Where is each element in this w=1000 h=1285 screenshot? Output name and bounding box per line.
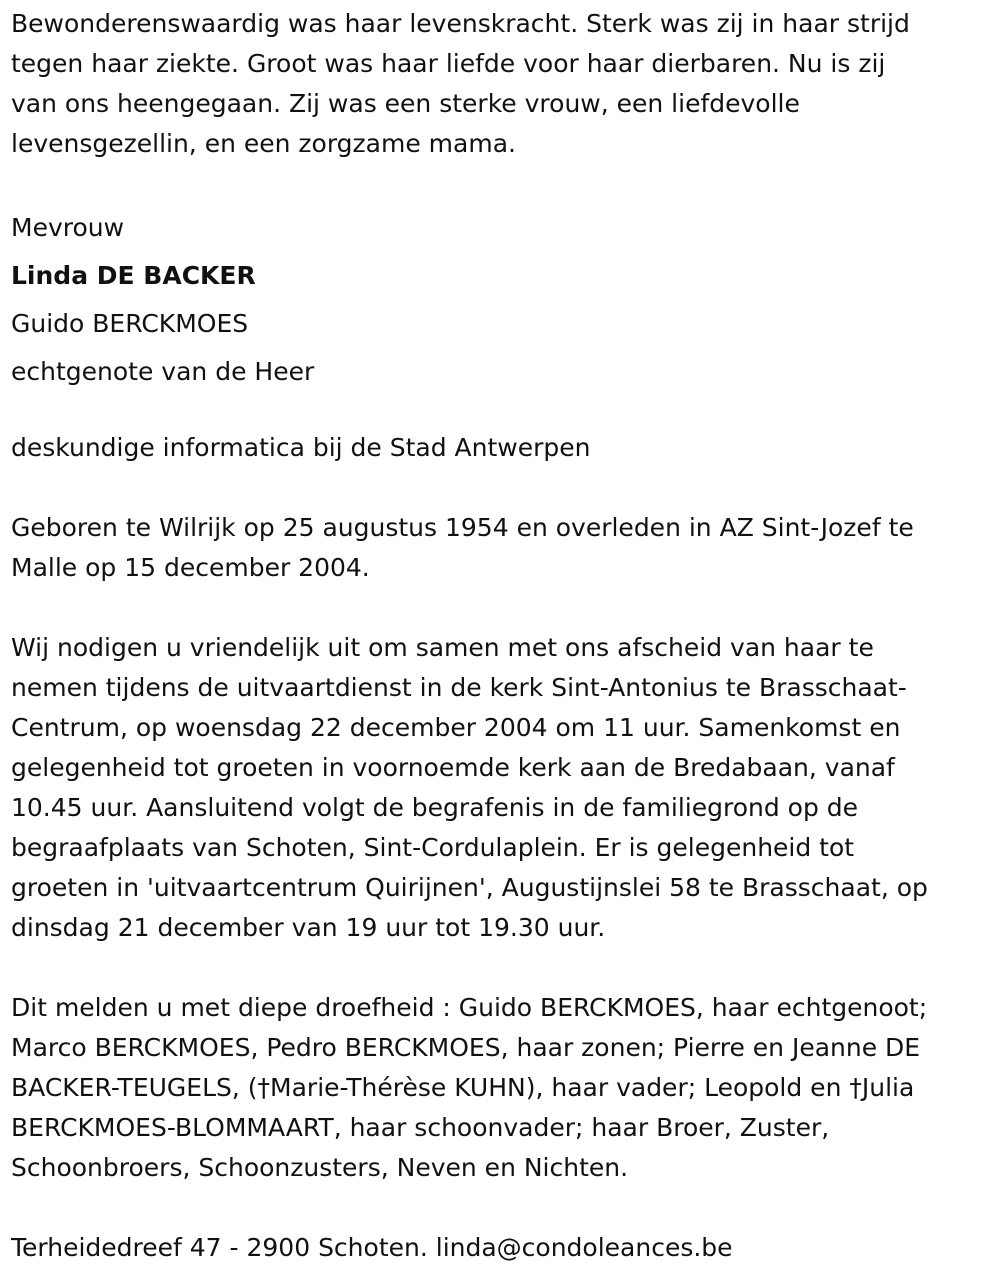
- spacer: [11, 1188, 989, 1228]
- intro-paragraph: [11, 4, 989, 164]
- spacer: [11, 396, 989, 428]
- relation-text: echtgenote van de Heer: [11, 357, 315, 386]
- spacer: [11, 588, 989, 628]
- invitation-line: dinsdag 21 december van 19 uur tot 19.30 uur.: [11, 913, 606, 942]
- birth-death-line: Geboren te Wilrijk op 25 augustus 1954 en overleden in AZ Sint-Jozef te: [11, 513, 914, 542]
- obituary-document: [11, 4, 989, 1268]
- mourners-paragraph: [11, 988, 989, 1188]
- intro-line: van ons heengegaan. Zij was een sterke vrouw, een liefdevolle: [11, 89, 800, 118]
- deceased-block: [11, 204, 989, 396]
- invitation-line: Centrum, op woensdag 22 december 2004 om 11 uur. Samenkomst en: [11, 713, 901, 742]
- intro-line: Bewonderenswaardig was haar levenskracht. Sterk was zij in haar strijd: [11, 9, 910, 38]
- invitation-line: 10.45 uur. Aansluitend volgt de begrafenis in de familiegrond op de: [11, 793, 859, 822]
- birth-death-line: Malle op 15 december 2004.: [11, 553, 370, 582]
- salutation: Mevrouw: [11, 213, 125, 242]
- birth-death-paragraph: [11, 508, 989, 588]
- invitation-line: groeten in 'uitvaartcentrum Quirijnen', Augustijnslei 58 te Brasschaat, op: [11, 873, 928, 902]
- mourners-line: BACKER-TEUGELS, (†Marie-Thérèse KUHN), haar vader; Leopold en †Julia: [11, 1073, 915, 1102]
- contact-paragraph: [11, 1228, 989, 1268]
- occupation-text: deskundige informatica bij de Stad Antwerpen: [11, 433, 591, 462]
- mourners-line: Marco BERCKMOES, Pedro BERCKMOES, haar zonen; Pierre en Jeanne DE: [11, 1033, 921, 1062]
- mourners-line: BERCKMOES-BLOMMAART, haar schoonvader; haar Broer, Zuster,: [11, 1113, 830, 1142]
- invitation-line: Wij nodigen u vriendelijk uit om samen met ons afscheid van haar te: [11, 633, 874, 662]
- intro-line: tegen haar ziekte. Groot was haar liefde voor haar dierbaren. Nu is zij: [11, 49, 886, 78]
- deceased-name: Linda DE BACKER: [11, 261, 256, 290]
- intro-line: levensgezellin, en een zorgzame mama.: [11, 129, 516, 158]
- invitation-line: begraafplaats van Schoten, Sint-Cordulaplein. Er is gelegenheid tot: [11, 833, 855, 862]
- spacer: [11, 948, 989, 988]
- spacer: [11, 164, 989, 204]
- invitation-line: gelegenheid tot groeten in voornoemde kerk aan de Bredabaan, vanaf: [11, 753, 895, 782]
- spacer: [11, 468, 989, 508]
- mourners-line: Schoonbroers, Schoonzusters, Neven en Nichten.: [11, 1153, 629, 1182]
- mourners-line: Dit melden u met diepe droefheid : Guido BERCKMOES, haar echtgenoot;: [11, 993, 928, 1022]
- occupation-paragraph: [11, 428, 989, 468]
- invitation-paragraph: [11, 628, 989, 948]
- spouse-name: Guido BERCKMOES: [11, 309, 249, 338]
- contact-address-email: Terheidedreef 47 - 2900 Schoten. linda@condoleances.be: [11, 1233, 733, 1262]
- invitation-line: nemen tijdens de uitvaartdienst in de kerk Sint-Antonius te Brasschaat-: [11, 673, 907, 702]
